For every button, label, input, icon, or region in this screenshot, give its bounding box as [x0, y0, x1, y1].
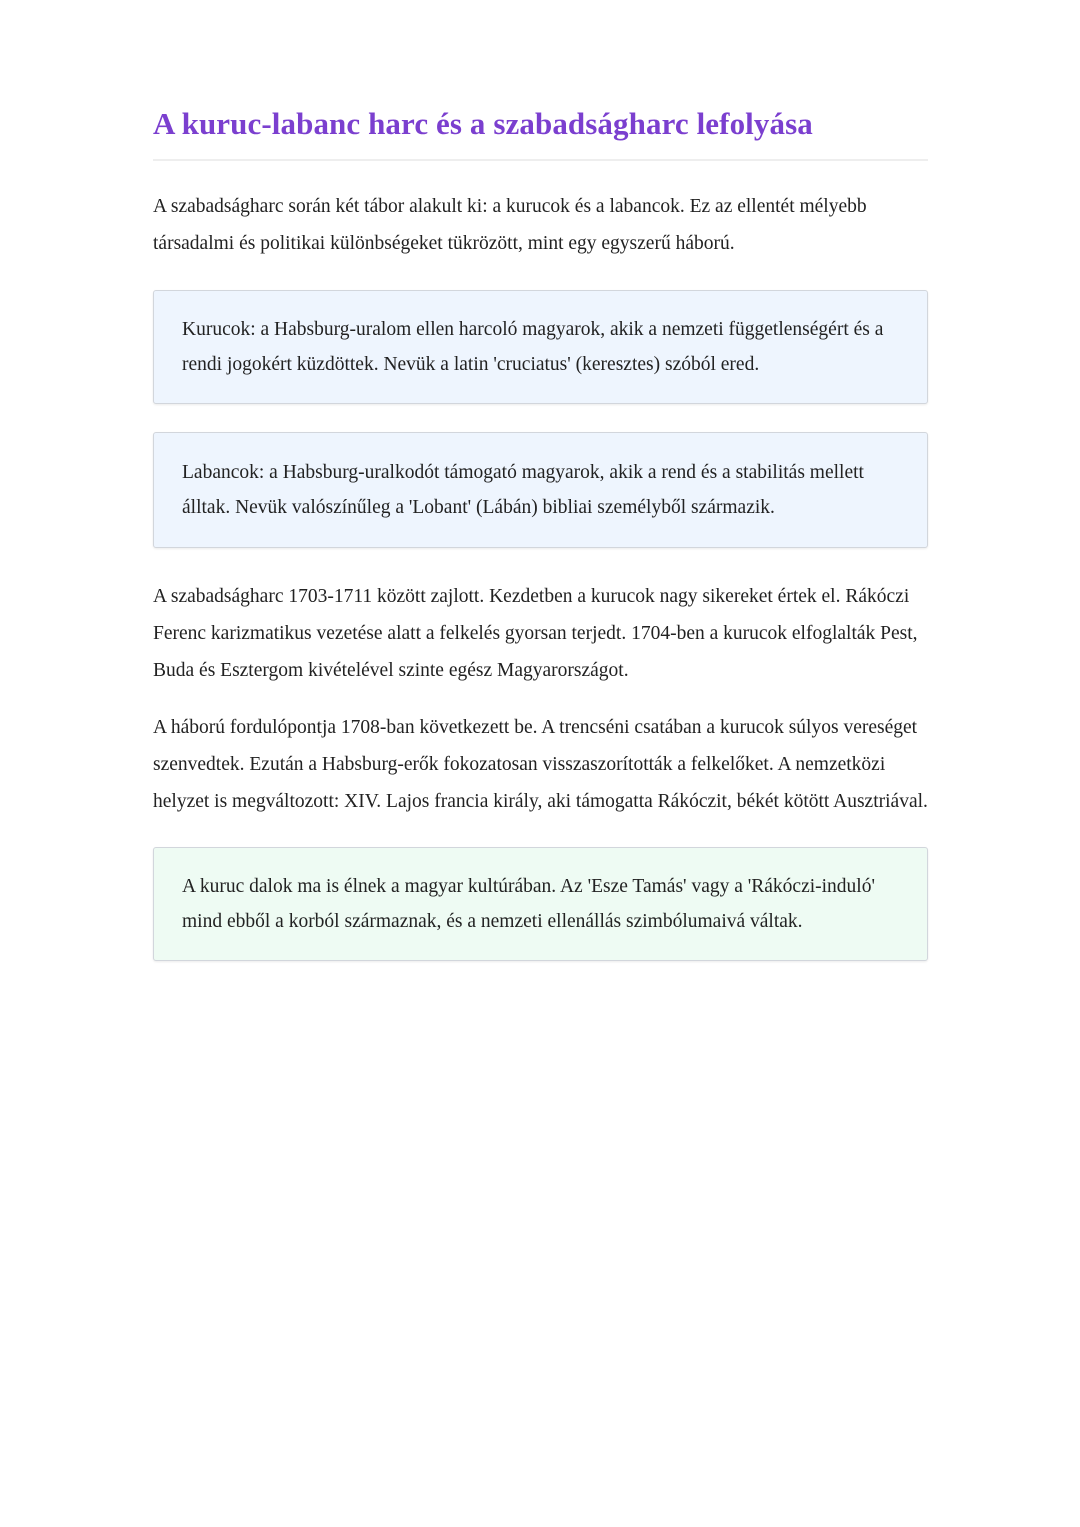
body-paragraph: A háború fordulópontja 1708-ban következett be. A trencséni csatában a kurucok súlyos vereséget szenvedtek. Ezután a Habsburg-erők fokozatosan visszaszorították a felkelőket. A nemzetközi helyzet is megváltozott: XIV. Lajos francia király, aki támogatta Rákóczit, békét kötött Ausztriával.: [153, 717, 928, 812]
labancok-info-text: Labancok: a Habsburg-uralkodót támogató magyarok, akik a rend és a stabilitás mellett álltak. Nevük valószínűleg a 'Lobant' (Lábán) bibliai személyből származik.: [182, 462, 864, 518]
kurucok-info-text: Kurucok: a Habsburg-uralom ellen harcoló magyarok, akik a nemzeti függetlenségért és a rendi jogokért küzdöttek. Nevük a latin 'cruciatus' (keresztes) szóból ered.: [182, 319, 884, 375]
title-divider: [153, 159, 928, 161]
note-text: A kuruc dalok ma is élnek a magyar kultúrában. Az 'Esze Tamás' vagy a 'Rákóczi-induló' mind ebből a korból származnak, és a nemzeti ellenállás szimbólumaivá váltak.: [182, 876, 875, 932]
intro-paragraph: A szabadságharc során két tábor alakult ki: a kurucok és a labancok. Ez az ellentét mélyebb társadalmi és politikai különbségeket tükrözött, mint egy egyszerű háború.: [153, 196, 867, 254]
labancok-info-box: [153, 432, 928, 548]
body-paragraph: A szabadságharc 1703-1711 között zajlott. Kezdetben a kurucok nagy sikereket értek el. Rákóczi Ferenc karizmatikus vezetése alatt a felkelés gyorsan terjedt. 1704-ben a kurucok elfoglalták Pest, Buda és Esztergom kivételével szinte egész Magyarországot.: [153, 586, 918, 681]
note-box: [153, 847, 928, 961]
kurucok-info-box: [153, 290, 928, 404]
document-page: [153, 100, 928, 989]
page-title: A kuruc-labanc harc és a szabadságharc lefolyása: [153, 106, 813, 141]
